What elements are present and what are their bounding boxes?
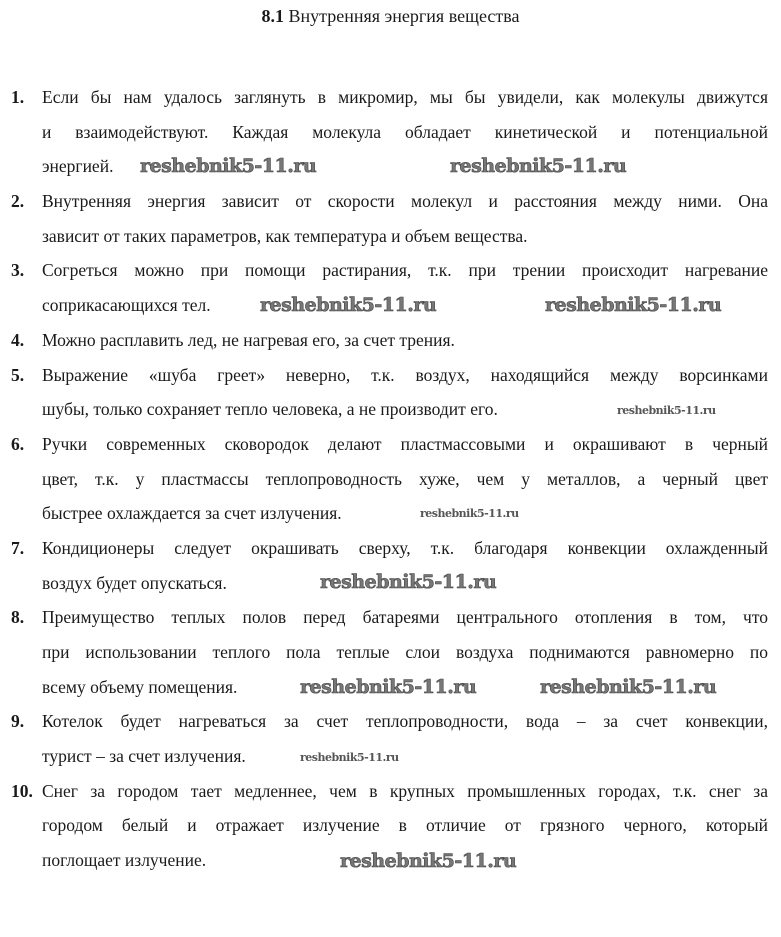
watermark: reshebnik5-11.ru <box>260 294 437 316</box>
item-text-line: Снег за городом тает медленнее, чем в крупных промышленных городах, т.к. снег за <box>42 780 768 801</box>
item-text-line: Ручки современных сковородок делают пластмассовыми и окрашивают в черный <box>42 433 768 454</box>
item-text-line: Кондиционеры следует окрашивать сверху, т.к. благодаря конвекции охлажденный <box>42 537 768 558</box>
item-text-line: быстрее охлаждается за счет излучения. <box>42 503 342 524</box>
item-text-line: турист – за счет излучения. <box>42 746 246 767</box>
item-text-line: Если бы нам удалось заглянуть в микромир, мы бы увидели, как молекулы движутся <box>42 87 768 107</box>
watermark: reshebnik5-11.ru <box>140 155 317 177</box>
item-number: 10. <box>11 780 33 801</box>
page-title <box>0 4 781 28</box>
item-number: 4. <box>11 329 25 350</box>
watermark: reshebnik5-11.ru <box>300 676 477 698</box>
watermark: reshebnik5-11.ru <box>420 507 519 520</box>
section-number: 8.1 <box>261 6 285 26</box>
item-number: 8. <box>11 607 25 628</box>
item-number: 1. <box>11 87 25 107</box>
item-text-line: шубы, только сохраняет тепло человека, а не производит его. <box>42 399 498 420</box>
list-item <box>0 184 781 253</box>
item-number: 5. <box>11 364 25 385</box>
item-text-line: при использовании теплого пола теплые слои воздуха поднимаются равномерно по <box>42 642 768 662</box>
item-text-line: Котелок будет нагреваться за счет теплопроводности, вода – за счет конвекции, <box>42 711 768 732</box>
watermark: reshebnik5-11.ru <box>450 155 627 177</box>
section-title: Внутренняя энергия вещества <box>288 6 520 26</box>
item-text-line: Выражение «шуба греет» неверно, т.к. воздух, находящийся между ворсинками <box>42 364 768 385</box>
item-number: 2. <box>11 191 25 212</box>
item-text-line: воздух будет опускаться. <box>42 572 227 593</box>
item-number: 7. <box>11 537 25 558</box>
watermark: reshebnik5-11.ru <box>617 404 716 417</box>
item-text-line: Внутренняя энергия зависит от скорости молекул и расстояния между ними. Она <box>42 191 768 212</box>
list-item <box>0 427 781 531</box>
item-text-line: и взаимодействуют. Каждая молекула обладает кинетической и потенциальной <box>42 121 768 142</box>
item-text-line: энергией. <box>42 156 114 177</box>
item-number: 3. <box>11 260 25 281</box>
item-text-line: городом белый и отражает излучение в отличие от грязного черного, который <box>42 815 768 836</box>
watermark: reshebnik5-11.ru <box>320 571 497 593</box>
watermark: reshebnik5-11.ru <box>340 850 517 872</box>
watermark: reshebnik5-11.ru <box>540 676 717 698</box>
item-text-line: цвет, т.к. у пластмассы теплопроводность хуже, чем у металлов, а черный цвет <box>42 468 768 489</box>
item-text-line: всему объему помещения. <box>42 676 238 697</box>
item-text-line: Согреться можно при помощи растирания, т.к. при трении происходит нагревание <box>42 260 768 281</box>
item-text-line: соприкасающихся тел. <box>42 295 211 316</box>
item-text-line: поглощает излучение. <box>42 850 207 871</box>
item-number: 6. <box>11 433 25 454</box>
item-text-line: зависит от таких параметров, как температура и объем вещества. <box>42 225 528 246</box>
item-text-line: Преимущество теплых полов перед батареями центрального отопления в том, что <box>42 607 768 628</box>
item-number: 9. <box>11 711 25 732</box>
list-item <box>0 80 781 184</box>
watermark: reshebnik5-11.ru <box>300 751 399 764</box>
list-item <box>0 323 781 358</box>
watermark: reshebnik5-11.ru <box>545 294 722 316</box>
item-text-line: Можно расплавить лед, не нагревая его, за счет трения. <box>42 329 455 350</box>
